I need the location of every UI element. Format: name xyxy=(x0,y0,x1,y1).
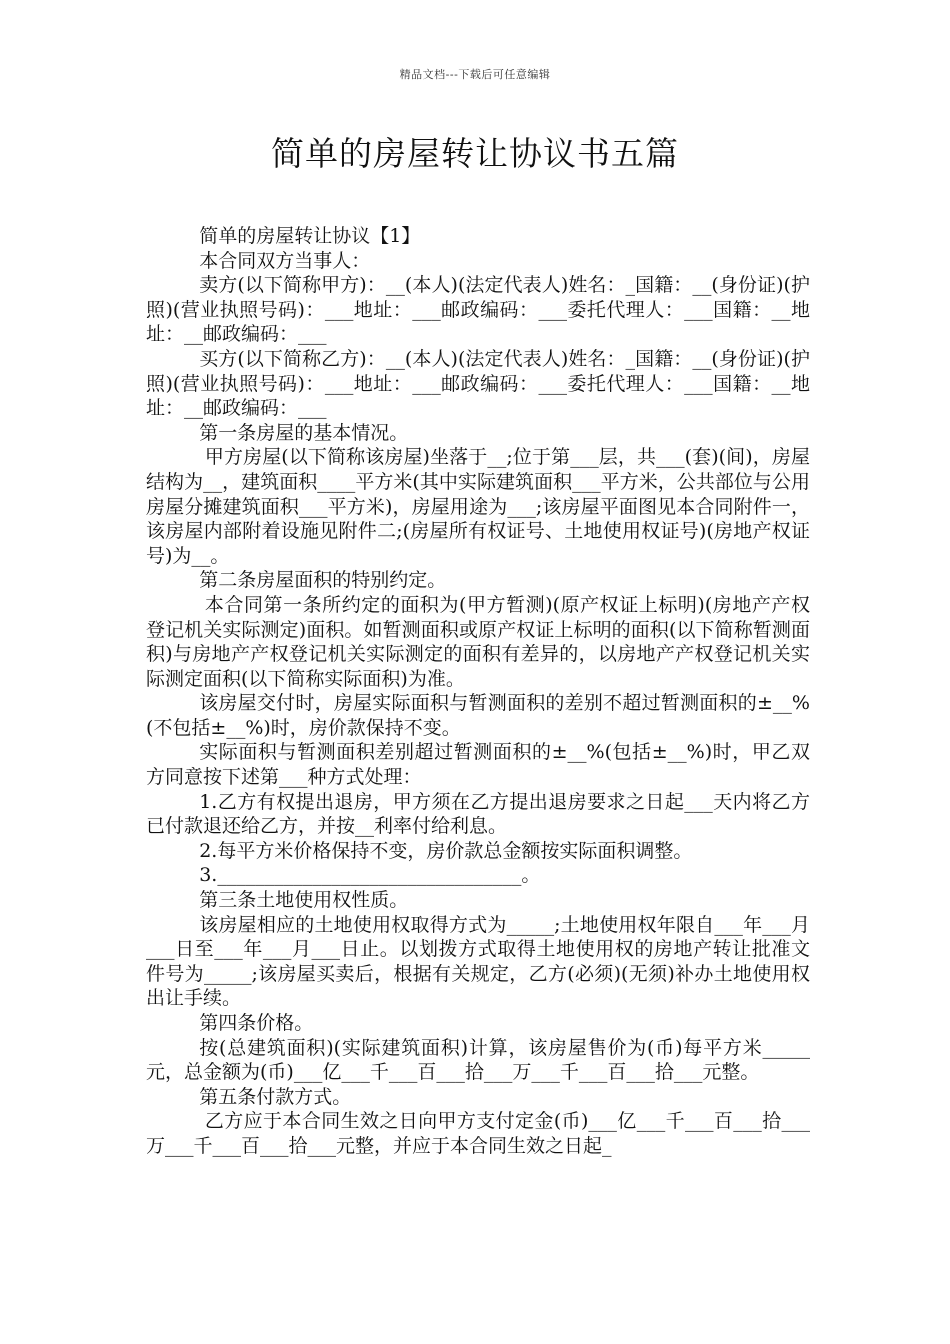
article-1-body: 甲方房屋(以下简称该房屋)坐落于__;位于第___层，共___(套)(间)，房屋结构为__，建筑面积____平方米(其中实际建筑面积___平方米，公共部位与公用房屋分摊建筑面积___平方米)，房屋用途为___;该房屋平面图见本合同附件一，该房屋内部附着设施见附件二;(房屋所有权证号、土地使用权证号)(房地产权证号)为__。 xyxy=(146,446,810,567)
article-5-body: 乙方应于本合同生效之日向甲方支付定金(币)___亿___千___百___拾___万___千___百___拾___元整，并应于本合同生效之日起_ xyxy=(146,1110,810,1157)
document-body xyxy=(146,224,810,1159)
article-2-body: 本合同第一条所约定的面积为(甲方暂测)(原产权证上标明)(房地产产权登记机关实际测定)面积。如暂测面积或原产权证上标明的面积(以下简称暂测面积)与房地产产权登记机关实际测定的面积有差异的，以房地产产权登记机关实际测定面积(以下简称实际面积)为准。 xyxy=(146,593,810,690)
article-3-heading: 第三条土地使用权性质。 xyxy=(199,889,409,912)
document-title: 简单的房屋转让协议书五篇 xyxy=(271,134,679,173)
option-1: 1.乙方有权提出退房，甲方须在乙方提出退房要求之日起___天内将乙方已付款退还给乙方，并按__利率付给利息。 xyxy=(146,790,810,838)
article-2-heading: 第二条房屋面积的特别约定。 xyxy=(199,569,447,592)
option-3: 3.________________________________。 xyxy=(199,864,541,887)
article-4-heading: 第四条价格。 xyxy=(199,1012,314,1034)
option-2: 2.每平方米价格保持不变，房价款总金额按实际面积调整。 xyxy=(199,839,693,862)
article-4-body: 按(总建筑面积)(实际建筑面积)计算，该房屋售价为(币)每平方米_____元，总金额为(币)___亿___千___百___拾___万___千___百___拾___元整。 xyxy=(146,1036,810,1084)
article-1-heading: 第一条房屋的基本情况。 xyxy=(199,421,409,444)
section-heading: 简单的房屋转让协议【1】 xyxy=(199,225,421,247)
contract-parties-intro: 本合同双方当事人： xyxy=(199,249,371,272)
seller-clause: 卖方(以下简称甲方)：__(本人)(法定代表人)姓名：_国籍：__(身份证)(护照)(营业执照号码)：___地址：___邮政编码：___委托代理人：___国籍：__地址：__邮政编码：___ xyxy=(146,274,810,346)
article-3-body: 该房屋相应的土地使用权取得方式为_____;土地使用权年限自___年___月___日至___年___月___日止。以划拨方式取得土地使用权的房地产转让批准文件号为_____;该房屋买卖后，根据有关规定，乙方(必须)(无须)补办土地使用权出让手续。 xyxy=(146,913,810,1010)
article-5-heading: 第五条付款方式。 xyxy=(199,1085,352,1108)
buyer-clause: 买方(以下简称乙方)：__(本人)(法定代表人)姓名：_国籍：__(身份证)(护照)(营业执照号码)：___地址：___邮政编码：___委托代理人：___国籍：__地址：__邮政编码：___ xyxy=(146,347,810,420)
article-2-delivery-clause: 该房屋交付时，房屋实际面积与暂测面积的差别不超过暂测面积的±__%(不包括±__%)时，房价款保持不变。 xyxy=(146,692,810,739)
page-header-note: 精品文档---下载后可任意编辑 xyxy=(399,68,551,81)
article-2-difference-clause: 实际面积与暂测面积差别超过暂测面积的±__%(包括±__%)时，甲乙双方同意按下述第___种方式处理： xyxy=(146,741,810,789)
